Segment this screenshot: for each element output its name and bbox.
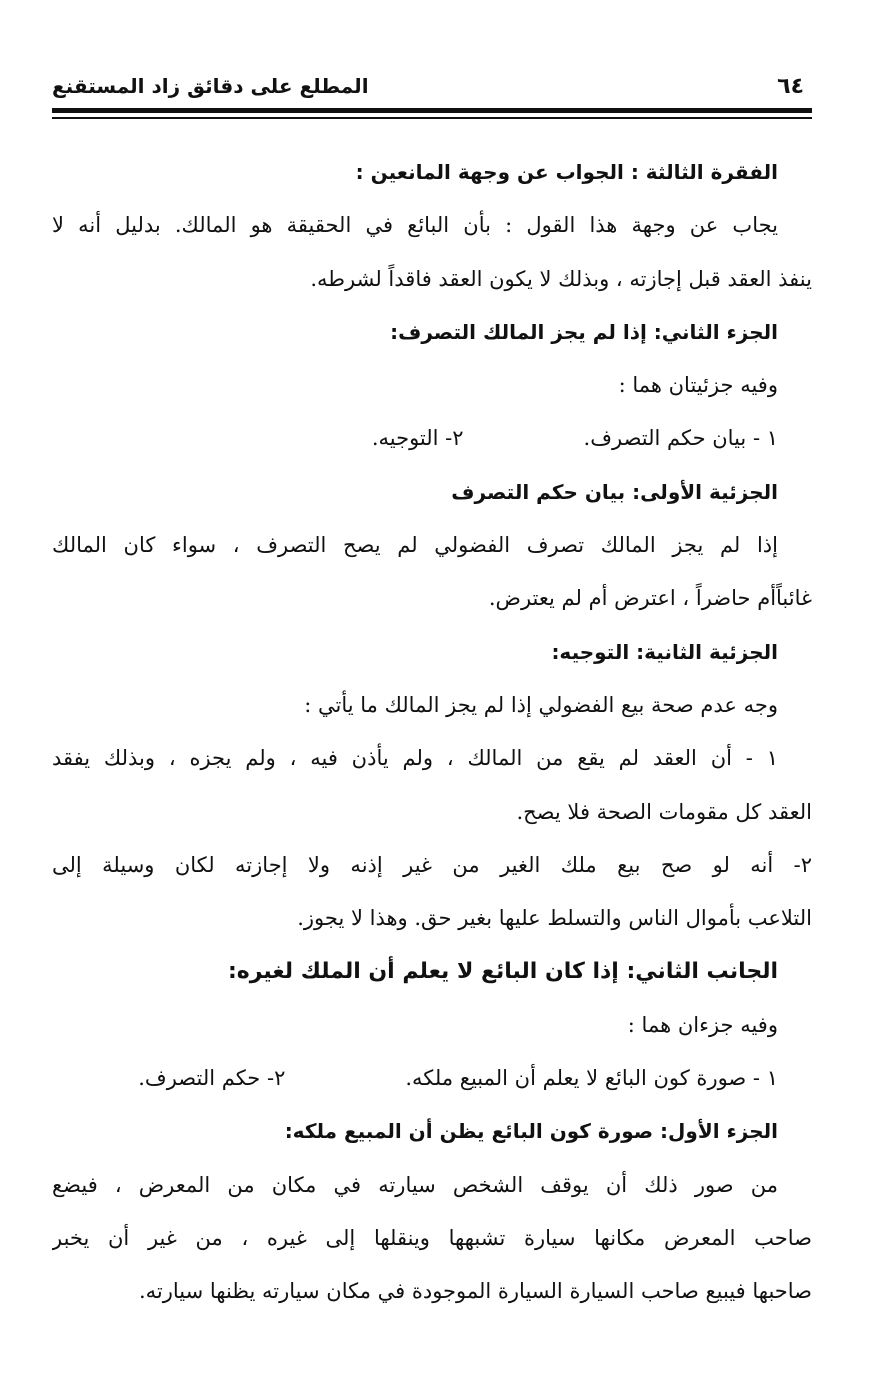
paragraph-line: ٢- أنه لو صح بيع ملك الغير من غير إذنه ولا إجازته لكان وسيلة إلى bbox=[52, 852, 812, 877]
list-item-1: ١ - بيان حكم التصرف. bbox=[583, 426, 778, 451]
paragraph-line: إذا لم يجز المالك تصرف الفضولي لم يصح التصرف ، سواء كان المالك bbox=[52, 533, 778, 558]
paragraph-line: التلاعب بأموال الناس والتسلط عليها بغير حق. وهذا لا يجوز. bbox=[297, 906, 812, 931]
subsection-heading: الفقرة الثالثة : الجواب عن وجهة المانعين : bbox=[355, 160, 778, 184]
list-item bbox=[52, 1052, 812, 1105]
paragraph-line: صاحبها فيبيع صاحب السيارة السيارة الموجودة في مكان سيارته يظنها سيارته. bbox=[138, 1279, 812, 1304]
paragraph-line: غائباًأم حاضراً ، اعترض أم لم يعترض. bbox=[488, 586, 812, 611]
paragraph-line: وجه عدم صحة بيع الفضولي إذا لم يجز المالك ما يأتي : bbox=[304, 692, 778, 717]
paragraph-line: وفيه جزئيتان هما : bbox=[618, 373, 778, 398]
page-body bbox=[52, 146, 812, 1319]
header-rule-thick bbox=[52, 108, 812, 113]
header-rule-thin bbox=[52, 117, 812, 119]
list-item-2: ٢- التوجيه. bbox=[371, 426, 464, 451]
paragraph-line: ينفذ العقد قبل إجازته ، وبذلك لا يكون العقد فاقداً لشرطه. bbox=[310, 266, 812, 291]
paragraph-line: العقد كل مقومات الصحة فلا يصح. bbox=[516, 799, 812, 824]
list-item-1: ١ - صورة كون البائع لا يعلم أن المبيع ملكه. bbox=[405, 1066, 778, 1091]
page-number: ٦٤ bbox=[777, 74, 804, 99]
list-item-2: ٢- حكم التصرف. bbox=[138, 1066, 286, 1091]
paragraph-line: صاحب المعرض مكانها سيارة تشبهها وينقلها إلى غيره ، من غير أن يخبر bbox=[52, 1225, 812, 1250]
list-item bbox=[52, 412, 812, 465]
paragraph-line: وفيه جزءان هما : bbox=[627, 1012, 778, 1037]
subsection-heading: الجزئية الثانية: التوجيه: bbox=[551, 639, 778, 664]
section-heading: الجزء الثاني: إذا لم يجز المالك التصرف: bbox=[390, 319, 778, 344]
subsection-heading: الجزء الأول: صورة كون البائع يظن أن المبيع ملكه: bbox=[284, 1119, 778, 1144]
paragraph-line: يجاب عن وجهة هذا القول : بأن البائع في الحقيقة هو المالك. بدليل أنه لا bbox=[52, 213, 778, 238]
page-header bbox=[52, 68, 812, 102]
running-title: المطلع على دقائق زاد المستقنع bbox=[52, 74, 369, 98]
subsection-heading: الجزئية الأولى: بيان حكم التصرف bbox=[451, 479, 778, 504]
paragraph-line: ١ - أن العقد لم يقع من المالك ، ولم يأذن فيه ، ولم يجزه ، وبذلك يفقد bbox=[52, 746, 778, 771]
paragraph-line: من صور ذلك أن يوقف الشخص سيارته في مكان من المعرض ، فيضع bbox=[52, 1172, 778, 1197]
section-heading: الجانب الثاني: إذا كان البائع لا يعلم أن الملك لغيره: bbox=[227, 959, 778, 985]
